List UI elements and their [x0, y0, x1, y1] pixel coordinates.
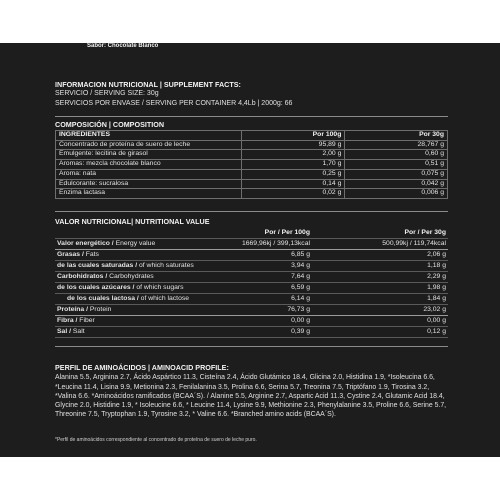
composition-title: COMPOSICIÓN | COMPOSITION [55, 120, 165, 129]
ingredient-per-100g: 0,02 g [241, 189, 345, 199]
ingredient-per-30g: 0,042 g [345, 179, 448, 189]
ingredient-name: Edulcorante: sucralosa [56, 179, 242, 189]
ingredient-name: Concentrado de proteína de suero de leche [56, 140, 242, 150]
table-row [55, 283, 448, 294]
table-row [56, 179, 448, 189]
per-30g-header: Por / Per 30g [404, 229, 446, 236]
table-row [55, 239, 448, 250]
nutrient-name-en: Carbohydrates [109, 273, 154, 280]
nutrient-per-100g: 0,39 g [291, 328, 310, 335]
nutrient-name-es: de los cuales azúcares / [57, 284, 137, 291]
ingredients-header: INGREDIENTES [56, 131, 242, 141]
ingredient-name: Aroma: nata [56, 169, 242, 179]
nutrient-per-100g: 6,85 g [291, 251, 310, 258]
nutritional-value-title: VALOR NUTRICIONAL| NUTRITIONAL VALUE [55, 217, 210, 226]
table-row [55, 272, 448, 283]
nutrient-name-en: Salt [72, 328, 85, 335]
nutrition-table [55, 228, 448, 338]
table-row [56, 140, 448, 150]
ingredient-per-30g: 0,60 g [345, 150, 448, 160]
composition-header-row [56, 131, 448, 141]
supplement-facts-title: INFORMACION NUTRICIONAL | SUPPLEMENT FACTS: [55, 80, 241, 89]
serving-info [55, 80, 292, 108]
nutrient-name-en: of which saturates [138, 262, 194, 269]
ingredient-name: Enzima lactasa [56, 189, 242, 199]
nutrient-per-30g: 1,84 g [427, 295, 446, 302]
ingredient-per-30g: 0,51 g [345, 160, 448, 170]
nutrition-header-row [55, 228, 448, 239]
divider [55, 346, 448, 347]
nutrient-per-100g: 7,64 g [291, 273, 310, 280]
nutrient-name-es: Sal / [57, 328, 73, 335]
nutrient-name-en: of which sugars [136, 284, 184, 291]
table-row [56, 160, 448, 170]
per-100g-header: Por / Per 100g [264, 229, 310, 236]
nutrient-name-en: Energy value [115, 240, 156, 247]
table-row [56, 150, 448, 160]
nutrient-per-100g: 1669,96kj / 399,13kcal [241, 240, 310, 247]
table-row [55, 261, 448, 272]
nutrient-name-es: Carbohidratos / [57, 273, 110, 280]
aminoacid-profile-text: Alanina 5.5, Arginina 2.7, Ácido Aspártico 11.3, Cisteína 2.4, Ácido Glutámico 18.4, Glicina 2.0, Histidina 1.9, *Isoleucina 6.6, *Leucina 11.4, Lisina 9.9, Metionina 2.3, Fenilalanina 3.5, Prolina 6.6, Serina 5.7, Treonina 7.5, Triptófano 1.9, Tirosina 3.2, *Valina 6.6. *Aminoácidos ramificados (BCAA´S). / Alanine 5.5, Arginine 2.7, Aspartic Acid 11.3, Cystine 2.4, Glutamic Acid 18.4, Glycine 2.0, Histidine 1.9, * Isoleucine 6.6, * Leucine 11.4, Lysine 9.9, Methionine 2.3, Phenylalanine 3.5, Proline 6.6, Serine 5.7, Threonine 7.5, Tryptophan 1.9, Tyrosine 3.2, * Valine 6.6. *Branched amino acids (BCAA´S). [55, 374, 447, 419]
nutrient-name-en: Protein [89, 306, 112, 313]
table-row [55, 250, 448, 261]
nutrient-per-100g: 0,00 g [291, 317, 310, 324]
per-30g-header: Por 30g [345, 131, 448, 141]
nutrient-per-30g: 500,99kj / 119,74kcal [382, 240, 446, 247]
ingredient-per-100g: 2,00 g [241, 150, 345, 160]
supplement-facts-panel [0, 43, 500, 457]
nutrient-name-es: Valor energético / [57, 240, 116, 247]
composition-table [55, 130, 448, 199]
nutrient-per-30g: 0,12 g [427, 328, 446, 335]
servings-per-container: SERVICIOS POR ENVASE / SERVING PER CONTAINER 4,4Lb | 2000g: 66 [55, 99, 293, 107]
table-row [56, 189, 448, 199]
aminoacid-profile-title: PERFIL DE AMINOÁCIDOS | AMINOACID PROFILE: [55, 363, 229, 372]
aminoacid-profile [55, 363, 450, 420]
nutrient-per-100g: 3,94 g [291, 262, 310, 269]
ingredient-name: Aromas: mezcla chocolate blanco [56, 160, 242, 170]
aminoacid-footnote: *Perfil de aminoácidos correspondiente al concentrado de proteína de suero de leche puro. [55, 437, 257, 443]
divider [55, 211, 448, 212]
table-row [56, 169, 448, 179]
flavor-label: Sabor: Chocolate Blanco [87, 43, 159, 49]
ingredient-name: Emulgente: lecitina de girasol [56, 150, 242, 160]
nutrient-per-30g: 0,00 g [427, 317, 446, 324]
ingredient-per-100g: 95,89 g [241, 140, 345, 150]
nutrient-name-es: Grasas / [57, 251, 86, 258]
nutrient-per-100g: 76,73 g [287, 306, 310, 313]
ingredient-per-30g: 28,767 g [345, 140, 448, 150]
table-row [55, 327, 448, 338]
nutrient-per-30g: 2,29 g [427, 273, 446, 280]
nutrient-name-es: de las cuales saturadas / [57, 262, 139, 269]
nutrient-per-30g: 1,18 g [427, 262, 446, 269]
per-100g-header: Por 100g [241, 131, 345, 141]
divider [55, 116, 448, 117]
ingredient-per-100g: 0,25 g [241, 169, 345, 179]
nutrient-per-100g: 6,14 g [291, 295, 310, 302]
nutrient-name-en: Fats [85, 251, 99, 258]
nutrient-per-100g: 6,59 g [291, 284, 310, 291]
nutrient-name-es: Proteína / [57, 306, 90, 313]
nutrient-name-es: Fibra / [57, 317, 80, 324]
ingredient-per-100g: 1,70 g [241, 160, 345, 170]
nutrient-per-30g: 2,06 g [427, 251, 446, 258]
nutrient-name-en: Fiber [79, 317, 95, 324]
nutrient-name-es: de los cuales lactosa / [67, 295, 141, 302]
nutrient-per-30g: 23,02 g [423, 306, 446, 313]
ingredient-per-30g: 0,006 g [345, 189, 448, 199]
table-row [55, 305, 448, 316]
table-row [55, 316, 448, 327]
ingredient-per-30g: 0,075 g [345, 169, 448, 179]
ingredient-per-100g: 0,14 g [241, 179, 345, 189]
serving-size: SERVICIO / SERVING SIZE: 30g [55, 90, 159, 97]
table-row [55, 294, 448, 305]
nutrient-per-30g: 1,98 g [427, 284, 446, 291]
nutrient-name-en: of which lactose [140, 295, 190, 302]
